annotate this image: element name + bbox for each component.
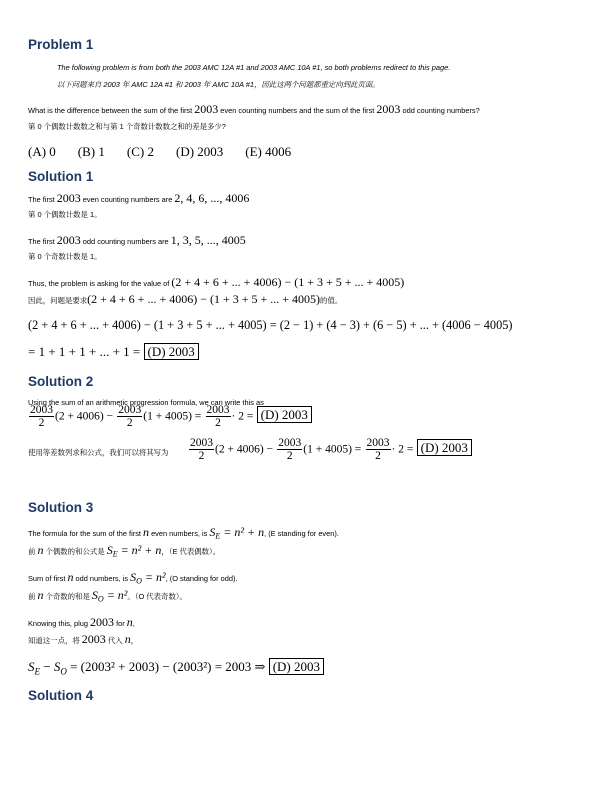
option-d: (D) 2003 (175, 144, 224, 159)
solution3-odd-zh: 前 n 个奇数的和是 $S_O = n^2$。（O 代表奇数）。 (28, 588, 187, 604)
solution3-know-en: Knowing this, plug 2003 for n, (28, 615, 135, 629)
answer-options (28, 144, 313, 160)
problem-note-zh: 以下问题来自 2003 年 AMC 12A #1 和 2003 年 AMC 10A #1，因此这两个问题都重定向到此页面。 (57, 80, 380, 89)
answer-box: (D) 2003 (269, 658, 324, 675)
problem-note-en: The following problem is from both the 2003 AMC 12A #1 and 2003 AMC 10A #1, so both problems redirect to this page. (57, 63, 451, 72)
solution1-odd-zh: 第 0 个奇数计数是 1。 (28, 252, 102, 261)
answer-box: (D) 2003 (257, 406, 312, 423)
solution4-heading: Solution 4 (28, 688, 94, 703)
solution2-intro-en: Using the sum of an arithmetic progression formula, we can write this as (28, 398, 264, 407)
solution3-know-zh: 知道这一点，将 2003 代入 n， (28, 632, 139, 646)
solution2-formula-en: $\frac{2003}{2}$ (2 + 4006) − $\frac{2003}{2}$ (1 + 4005) = $\frac{2003}{2}$ · 2 = (D) 2003 (28, 404, 312, 429)
solution3-odd-en: Sum of first n odd numbers, is $S_O = n^2$, (O standing for odd). (28, 570, 238, 586)
solution3-even-zh: 前 n 个偶数的和公式是 $S_E = n^2 + n$，（E 代表偶数）。 (28, 543, 221, 559)
problem-question-en: What is the difference between the sum of the first 2003 even counting numbers and the sum of the first 2003 odd counting numbers? (28, 102, 480, 116)
option-b: (B) 1 (77, 144, 105, 159)
solution1-line2: = 1 + 1 + 1 + ... + 1 = (D) 2003 (28, 343, 199, 360)
problem-question-zh: 第 0 个偶数计数数之和与第 1 个奇数计数数之和的差是多少? (28, 122, 226, 131)
problem-heading: Problem 1 (28, 37, 94, 52)
option-e: (E) 4006 (245, 144, 292, 159)
solution2-intro-zh: 使用等差数列求和公式，我们可以将其写为 (28, 448, 169, 457)
solution3-final: $S_E - S_O = (2003^2 + 2003) - (2003^2) = 2003$ ⇒ (D) 2003 (28, 658, 324, 677)
solution2-formula-zh: $\frac{2003}{2}$ (2 + 4006) − $\frac{2003}{2}$ (1 + 4005) = $\frac{2003}{2}$ · 2 = (D) 2003 (188, 437, 472, 462)
solution3-even-en: The formula for the sum of the first n even numbers, is $S_E = n^2 + n$, (E standing for even). (28, 525, 339, 541)
solution1-odd: The first 2003 odd counting numbers are 1, 3, 5, ..., 4005 (28, 233, 246, 247)
solution1-even-zh: 第 0 个偶数计数是 1。 (28, 210, 102, 219)
solution2-heading: Solution 2 (28, 374, 94, 389)
answer-box: (D) 2003 (417, 439, 472, 456)
option-a: (A) 0 (28, 144, 56, 159)
solution1-heading: Solution 1 (28, 169, 94, 184)
option-c: (C) 2 (126, 144, 154, 159)
solution1-even: The first 2003 even counting numbers are 2, 4, 6, ..., 4006 (28, 191, 250, 205)
solution1-thus-zh: 因此，问题是要求(2 + 4 + 6 + ... + 4006) − (1 + 3 + 5 + ... + 4005)的值。 (28, 292, 343, 306)
solution3-heading: Solution 3 (28, 500, 94, 515)
answer-box: (D) 2003 (144, 343, 199, 360)
solution1-thus: Thus, the problem is asking for the value of (2 + 4 + 6 + ... + 4006) − (1 + 3 + 5 + ... + 4005) (28, 275, 405, 289)
solution1-line1: (2 + 4 + 6 + ... + 4006) − (1 + 3 + 5 + ... + 4005) = (2 − 1) + (4 − 3) + (6 − 5) + ... + (4006 − 4005) (28, 318, 513, 332)
